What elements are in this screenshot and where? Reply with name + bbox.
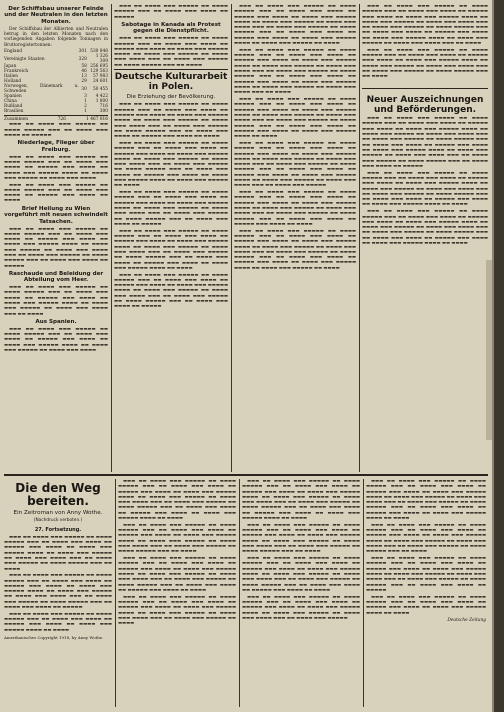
tonnage-cell: 129 563 (90, 69, 108, 75)
body-text: ▬▬▬ ▬▬ ▬▬▬▬ ▬▬▬ ▬▬▬▬▬ ▬▬ ▬▬▬▬ ▬▬▬▬▬ ▬▬▬ ▬▬ ▬▬▬▬ ▬▬▬ ▬▬▬▬ ▬▬ ▬▬▬▬▬ ▬▬▬ ▬▬▬▬ ▬▬ ▬▬▬▬ ▬▬▬ ▬▬▬▬▬ ▬▬▬▬ ▬▬ ▬▬▬▬ ▬▬▬ ▬▬▬▬▬ ▬▬ ▬▬▬▬ ▬▬▬ ▬▬▬▬ ▬▬▬ ▬▬ ▬▬▬▬ ▬▬▬ ▬▬▬▬▬ (242, 594, 360, 621)
body-text: ▬▬▬ ▬▬ ▬▬▬▬ ▬▬▬ ▬▬▬▬▬ ▬▬ ▬▬▬▬ ▬▬▬▬▬ ▬▬▬ ▬▬ ▬▬▬▬ ▬▬▬ ▬▬▬▬ ▬▬ ▬▬▬▬▬ ▬▬▬ ▬▬▬▬ ▬▬ ▬▬▬▬ ▬▬▬ ▬▬▬▬▬ ▬▬▬▬ ▬▬ ▬▬▬▬ ▬▬▬ ▬▬▬▬▬ ▬▬ ▬▬▬▬ ▬▬▬ ▬▬▬▬ ▬▬▬ ▬▬ ▬▬▬▬ ▬▬▬ ▬▬▬▬▬ ▬▬ ▬▬▬▬ ▬▬▬▬▬ ▬▬▬ ▬▬ ▬▬▬▬ (118, 522, 236, 555)
country-cell: Frankreich (4, 69, 29, 75)
body-text: ▬▬▬ ▬▬ ▬▬▬▬ ▬▬▬ ▬▬▬▬▬ ▬▬ ▬▬▬▬ ▬▬▬▬▬ ▬▬▬ ▬▬ ▬▬▬▬ ▬▬▬ ▬▬▬▬ ▬▬ ▬▬▬▬▬ ▬▬▬ ▬▬▬▬ ▬▬ ▬▬▬▬ ▬▬▬ ▬▬▬▬▬ ▬▬▬▬ ▬▬ ▬▬▬▬ ▬▬▬ ▬▬▬▬▬ ▬▬ ▬▬▬▬ ▬▬▬ ▬▬▬▬ ▬▬▬ ▬▬ ▬▬▬▬ ▬▬▬ ▬▬▬▬▬ ▬▬ ▬▬▬▬ ▬▬▬▬▬ ▬▬▬ ▬▬ ▬▬▬▬ ▬▬▬ ▬▬▬▬ ▬▬ ▬▬▬▬▬ ▬▬▬ ▬▬▬▬ ▬▬ ▬▬▬▬ ▬▬▬ ▬▬▬▬▬ ▬▬▬▬ ▬▬ ▬▬▬▬ (362, 209, 488, 246)
tonnage-cell: 4 422 (95, 94, 108, 100)
body-text: ▬▬▬ ▬▬ ▬▬▬▬ ▬▬▬ ▬▬▬▬▬ ▬▬ ▬▬▬▬ ▬▬▬▬▬ ▬▬▬ ▬▬ ▬▬▬▬ ▬▬▬ ▬▬▬▬ ▬▬ ▬▬▬▬▬ ▬▬▬ ▬▬▬▬ ▬▬ ▬▬▬▬ ▬▬▬ ▬▬▬▬▬ ▬▬▬▬ ▬▬ ▬▬▬▬ ▬▬▬ ▬▬▬▬▬ ▬▬ ▬▬▬▬ ▬▬▬ ▬▬▬▬ ▬▬▬ ▬▬ ▬▬▬▬ (4, 285, 108, 317)
article-heading-shipbuilding: Der Schiffsbau unserer Feinde und der Neutralen in den letzten Monaten. (4, 6, 108, 25)
body-text: ▬▬▬ ▬▬ ▬▬▬▬ ▬▬▬ ▬▬▬▬▬ ▬▬ ▬▬▬▬ ▬▬▬▬▬ ▬▬▬ ▬▬ ▬▬▬▬ ▬▬▬ ▬▬▬▬ ▬▬ ▬▬▬▬▬ ▬▬▬ ▬▬▬▬ ▬▬ ▬▬▬▬ ▬▬▬ ▬▬▬▬▬ ▬▬▬▬ ▬▬ ▬▬▬▬ ▬▬▬ ▬▬▬▬▬ ▬▬ ▬▬▬▬ ▬▬▬ ▬▬▬▬ ▬▬▬ ▬▬ ▬▬▬▬ ▬▬▬ ▬▬▬▬▬ ▬▬ ▬▬▬▬ ▬▬▬▬▬ ▬▬▬ ▬▬ ▬▬▬▬ ▬▬▬ ▬▬▬▬ ▬▬ ▬▬▬▬▬ (4, 573, 112, 611)
article-intro: Der Schiffsbau der Alliierten und Neutralen betrug in den letzten Monaten nach den vorliegenden Angaben folgende Tonnagen in Bruttoregistertonnen: (4, 26, 108, 48)
serial-title: Die den Weg bereiten. (15, 481, 101, 508)
serial-column-2 (118, 479, 236, 707)
table-row (4, 109, 108, 114)
column-3 (234, 4, 356, 472)
total-label: Zusammen (4, 117, 28, 123)
tonnage-cell: 1 326 309 (95, 54, 108, 65)
ships-cell: 2 (84, 104, 87, 110)
serial-subtitle: Ein Zeitroman von Anny Wothe. (13, 510, 103, 516)
ships-cell: 30 (81, 86, 87, 92)
tonnage-cell: 50 455 (92, 86, 108, 92)
tonnage-cell: 57 983 (92, 74, 108, 80)
ships-cell: 301 (78, 49, 87, 55)
ships-cell: 46 (81, 69, 87, 75)
body-text: ▬▬▬ ▬▬ ▬▬▬▬ ▬▬▬ ▬▬▬▬▬ ▬▬ ▬▬▬▬ ▬▬▬▬▬ ▬▬▬ ▬▬ ▬▬▬▬ ▬▬▬ ▬▬▬▬ ▬▬ ▬▬▬▬▬ ▬▬▬ ▬▬▬▬ ▬▬ ▬▬▬▬ ▬▬▬ ▬▬▬▬▬ ▬▬▬▬ ▬▬ ▬▬▬▬ ▬▬▬ ▬▬▬▬▬ ▬▬ ▬▬▬▬ ▬▬▬ ▬▬▬▬ ▬▬▬ ▬▬ ▬▬▬▬ ▬▬▬ ▬▬▬▬▬ ▬▬ ▬▬▬▬ ▬▬▬▬▬ ▬▬▬ ▬▬ ▬▬▬▬ (242, 522, 360, 555)
body-text: ▬▬▬ ▬▬ ▬▬▬▬ ▬▬▬ ▬▬▬▬▬ ▬▬ ▬▬▬▬ ▬▬▬▬▬ ▬▬▬ ▬▬ ▬▬▬▬ ▬▬▬ ▬▬▬▬ ▬▬ ▬▬▬▬▬ ▬▬▬ ▬▬▬▬ ▬▬ ▬▬▬▬ ▬▬▬ ▬▬▬▬▬ ▬▬▬▬ ▬▬ ▬▬▬▬ ▬▬▬ ▬▬▬▬▬ ▬▬ ▬▬▬▬ ▬▬▬ ▬▬▬▬ ▬▬▬ ▬▬ ▬▬▬▬ ▬▬▬ ▬▬▬▬▬ ▬▬ ▬▬▬▬ ▬▬▬▬▬ ▬▬▬ ▬▬ ▬▬▬▬ ▬▬▬ ▬▬▬▬ ▬▬ ▬▬▬▬▬ ▬▬▬ ▬▬▬▬ ▬▬ ▬▬▬▬ ▬▬▬ ▬▬▬▬▬ ▬▬▬▬ ▬▬ ▬▬▬▬ ▬▬▬ ▬▬▬▬▬ ▬▬ ▬▬▬▬ (234, 228, 356, 271)
country-cell: England (4, 49, 23, 55)
serial-copyright: Amerikanisches Copyright 1918, by Anny Wothe. (4, 635, 104, 641)
country-cell: Holland (4, 79, 22, 85)
body-text: ▬▬▬ ▬▬ ▬▬▬▬ ▬▬▬ ▬▬▬▬▬ ▬▬ ▬▬▬▬ ▬▬▬▬▬ ▬▬▬ ▬▬ ▬▬▬▬ ▬▬▬ ▬▬▬▬ ▬▬ ▬▬▬▬▬ ▬▬▬ ▬▬▬▬ ▬▬ ▬▬▬▬ ▬▬▬ ▬▬▬▬▬ ▬▬▬▬ ▬▬ ▬▬▬▬ ▬▬▬ ▬▬▬▬▬ ▬▬ ▬▬▬▬ ▬▬▬ ▬▬▬▬ ▬▬▬ ▬▬ ▬▬▬▬ ▬▬▬ ▬▬▬▬▬ ▬▬ ▬▬▬▬ ▬▬▬▬▬ ▬▬▬ ▬▬ ▬▬▬▬ (114, 36, 228, 68)
ships-cell: 1 (84, 109, 87, 115)
column-rule (111, 4, 112, 472)
column-rule (239, 479, 240, 707)
body-text: ▬▬▬ ▬▬ ▬▬▬▬ ▬▬▬ ▬▬▬▬▬ ▬▬ ▬▬▬▬ ▬▬▬▬▬ ▬▬▬ ▬▬ ▬▬▬▬ ▬▬▬ ▬▬▬▬ ▬▬ ▬▬▬▬▬ (4, 122, 108, 138)
ships-cell: 29 (81, 79, 87, 85)
body-text: ▬▬▬ ▬▬ ▬▬▬▬ ▬▬▬ ▬▬▬▬▬ ▬▬ ▬▬▬▬ ▬▬▬▬▬ ▬▬▬ ▬▬ ▬▬▬▬ ▬▬▬ ▬▬▬▬ ▬▬ ▬▬▬▬▬ ▬▬▬ ▬▬▬▬ ▬▬ ▬▬▬▬ ▬▬▬ ▬▬▬▬▬ ▬▬▬▬ ▬▬ ▬▬▬▬ ▬▬▬ ▬▬▬▬▬ ▬▬ ▬▬▬▬ ▬▬▬ ▬▬▬▬ ▬▬▬ ▬▬ ▬▬▬▬ ▬▬▬ ▬▬▬▬▬ ▬▬ ▬▬▬▬ ▬▬▬▬▬ ▬▬▬ ▬▬ ▬▬▬▬ ▬▬▬ ▬▬▬▬ ▬▬ ▬▬▬▬▬ ▬▬▬ ▬▬▬▬ ▬▬ ▬▬▬▬ ▬▬▬ ▬▬▬▬▬ ▬▬▬▬ ▬▬ ▬▬▬▬ (362, 170, 488, 208)
body-text: ▬▬▬ ▬▬ ▬▬▬▬ ▬▬▬ ▬▬▬▬▬ ▬▬ ▬▬▬▬ ▬▬▬▬▬ ▬▬▬ ▬▬ ▬▬▬▬ ▬▬▬ ▬▬▬▬ ▬▬ ▬▬▬▬▬ ▬▬▬ ▬▬▬▬ ▬▬ ▬▬▬▬ ▬▬▬ ▬▬▬▬▬ ▬▬▬▬ ▬▬ ▬▬▬▬ ▬▬▬ ▬▬▬▬▬ ▬▬ ▬▬▬▬ ▬▬▬ ▬▬▬▬ ▬▬▬ ▬▬ ▬▬▬▬ ▬▬▬ ▬▬▬▬▬ ▬▬ ▬▬▬▬ ▬▬▬▬▬ ▬▬▬ ▬▬ ▬▬▬▬ ▬▬▬ ▬▬▬▬ ▬▬ ▬▬▬▬▬ ▬▬▬ ▬▬▬▬ ▬▬ ▬▬▬▬ ▬▬▬ ▬▬▬▬▬ ▬▬▬▬ ▬▬ ▬▬▬▬ (118, 479, 236, 522)
tonnage-cell: 716 (99, 104, 108, 110)
country-cell: Vereinigte Staaten (4, 56, 45, 62)
country-cell: Italien (4, 74, 19, 80)
body-text: ▬▬▬ ▬▬ ▬▬▬▬ ▬▬▬ ▬▬▬▬▬ ▬▬ ▬▬▬▬ ▬▬▬▬▬ ▬▬▬ ▬▬ ▬▬▬▬ ▬▬▬ ▬▬▬▬ ▬▬ ▬▬▬▬▬ ▬▬▬ ▬▬▬▬ ▬▬ ▬▬▬▬ ▬▬▬ ▬▬▬▬▬ ▬▬▬▬ ▬▬ ▬▬▬▬ ▬▬▬ ▬▬▬▬▬ ▬▬ ▬▬▬▬ ▬▬▬ ▬▬▬▬ ▬▬▬ ▬▬ ▬▬▬▬ ▬▬▬ ▬▬▬▬▬ ▬▬ ▬▬▬▬ ▬▬▬▬▬ ▬▬▬ ▬▬ ▬▬▬▬ ▬▬▬ ▬▬▬▬ ▬▬ ▬▬▬▬▬ ▬▬▬ ▬▬▬▬ ▬▬ ▬▬▬▬ ▬▬▬ ▬▬▬▬▬ ▬▬▬▬ ▬▬ ▬▬▬▬ ▬▬▬ ▬▬▬▬▬ ▬▬ ▬▬▬▬ ▬▬▬ ▬▬▬▬ ▬▬▬ ▬▬ ▬▬▬▬ ▬▬▬ ▬▬▬▬▬ ▬▬ ▬▬▬▬ ▬▬▬▬▬ ▬▬▬ ▬▬ ▬▬▬▬ ▬▬▬ ▬▬▬▬ ▬▬ ▬▬▬▬▬ (362, 116, 488, 169)
column-rule (363, 479, 364, 707)
feuilleton-divider (4, 474, 488, 476)
article-heading-poland: Deutsche Kulturarbeit in Polen. (114, 72, 228, 93)
section-divider (114, 69, 228, 70)
country-cell: Japan (4, 64, 17, 70)
body-text: ▬▬▬ ▬▬ ▬▬▬▬ ▬▬▬ ▬▬▬▬▬ ▬▬ ▬▬▬▬ ▬▬▬▬▬ ▬▬▬ ▬▬ ▬▬▬▬ ▬▬▬ ▬▬▬▬ ▬▬ ▬▬▬▬▬ ▬▬▬ ▬▬▬▬ ▬▬ ▬▬▬▬ (4, 182, 108, 204)
body-text: ▬▬▬ ▬▬ ▬▬▬▬ ▬▬▬ ▬▬▬▬▬ ▬▬ ▬▬▬▬ ▬▬▬▬▬ ▬▬▬ ▬▬ ▬▬▬▬ ▬▬▬ ▬▬▬▬ ▬▬ ▬▬▬▬▬ ▬▬▬ ▬▬▬▬ ▬▬ ▬▬▬▬ ▬▬▬ ▬▬▬▬▬ ▬▬▬▬ ▬▬ ▬▬▬▬ ▬▬▬ ▬▬▬▬▬ ▬▬ ▬▬▬▬ ▬▬▬ ▬▬▬▬ ▬▬▬ ▬▬ ▬▬▬▬ ▬▬▬ ▬▬▬▬▬ ▬▬ ▬▬▬▬ ▬▬▬▬▬ ▬▬▬ ▬▬ ▬▬▬▬ ▬▬▬ ▬▬▬▬ ▬▬ ▬▬▬▬▬ ▬▬▬ ▬▬▬▬ ▬▬ ▬▬▬▬ ▬▬▬ ▬▬▬▬▬ ▬▬▬▬ ▬▬ ▬▬▬▬ ▬▬▬ ▬▬▬▬▬ ▬▬ ▬▬▬▬ ▬▬▬ ▬▬▬▬ ▬▬▬ ▬▬ ▬▬▬▬ ▬▬▬ ▬▬▬▬▬ (234, 140, 356, 189)
body-text: ▬▬▬ ▬▬ ▬▬▬▬ ▬▬▬ ▬▬▬▬▬ ▬▬ ▬▬▬▬ ▬▬▬▬▬ ▬▬▬ ▬▬ ▬▬▬▬ ▬▬▬ ▬▬▬▬ ▬▬ ▬▬▬▬▬ ▬▬▬ ▬▬▬▬ ▬▬ ▬▬▬▬ ▬▬▬ ▬▬▬▬▬ ▬▬▬▬ ▬▬ ▬▬▬▬ ▬▬▬ ▬▬▬▬▬ ▬▬ ▬▬▬▬ ▬▬▬ ▬▬▬▬ ▬▬▬ ▬▬ ▬▬▬▬ ▬▬▬ ▬▬▬▬▬ ▬▬ ▬▬▬▬ ▬▬▬▬▬ ▬▬▬ ▬▬ ▬▬▬▬ ▬▬▬ ▬▬▬▬ ▬▬ ▬▬▬▬▬ ▬▬▬ ▬▬▬▬ ▬▬ ▬▬▬▬ (118, 556, 236, 593)
ships-cell: 328 (78, 56, 87, 62)
page-binding-edge (494, 0, 504, 712)
country-cell: Rußland (4, 104, 23, 110)
article-heading-freiburg: Niederlage, Flieger über Freiburg. (17, 140, 95, 153)
column-rule (231, 4, 232, 472)
article-heading-awards: Neuer Auszeichnungen und Beförderungen. (366, 94, 484, 115)
column-4 (362, 4, 488, 472)
country-cell: Spanien (4, 94, 22, 100)
body-text: ▬▬▬ ▬▬ ▬▬▬▬ ▬▬▬ ▬▬▬▬▬ ▬▬ ▬▬▬▬ ▬▬▬▬▬ ▬▬▬ ▬▬ ▬▬▬▬ ▬▬▬ ▬▬▬▬ ▬▬ ▬▬▬▬▬ ▬▬▬ ▬▬▬▬ ▬▬ ▬▬▬▬ ▬▬▬ ▬▬▬▬▬ ▬▬▬▬ ▬▬ ▬▬▬▬ ▬▬▬ ▬▬▬▬▬ ▬▬ ▬▬▬▬ ▬▬▬ ▬▬▬▬ ▬▬▬ ▬▬ ▬▬▬▬ ▬▬▬ ▬▬▬▬▬ ▬▬ ▬▬▬▬ ▬▬▬▬▬ ▬▬▬ ▬▬ ▬▬▬▬ ▬▬▬ ▬▬▬▬ ▬▬ ▬▬▬▬▬ ▬▬▬ ▬▬▬▬ ▬▬ ▬▬▬▬ (114, 102, 228, 140)
serial-column-4 (366, 479, 486, 707)
section-divider (362, 88, 488, 89)
serial-installment: 27. Fortsetzung. (34, 526, 82, 533)
body-text: ▬▬▬ ▬▬ ▬▬▬▬ ▬▬▬ ▬▬▬▬▬ ▬▬ ▬▬▬▬ ▬▬▬▬▬ ▬▬▬ ▬▬ ▬▬▬▬ ▬▬▬ ▬▬▬▬ ▬▬ ▬▬▬▬▬ ▬▬▬ ▬▬▬▬ ▬▬ ▬▬▬▬ ▬▬▬ ▬▬▬▬▬ ▬▬▬▬ ▬▬ ▬▬▬▬ ▬▬▬ ▬▬▬▬▬ ▬▬ ▬▬▬▬ ▬▬▬ ▬▬▬▬ ▬▬▬ ▬▬ ▬▬▬▬ ▬▬▬ ▬▬▬▬▬ ▬▬ ▬▬▬▬ ▬▬▬▬▬ ▬▬▬ ▬▬ ▬▬▬▬ ▬▬▬ ▬▬▬▬ ▬▬ ▬▬▬▬▬ ▬▬▬ ▬▬▬▬ ▬▬ ▬▬▬▬ ▬▬▬ ▬▬▬▬▬ ▬▬▬▬ ▬▬ ▬▬▬▬ (114, 228, 228, 271)
body-text: ▬▬▬ ▬▬ ▬▬▬▬ ▬▬▬ ▬▬▬▬▬ ▬▬ ▬▬▬▬ ▬▬▬▬▬ ▬▬▬ ▬▬ ▬▬▬▬ ▬▬▬ ▬▬▬▬ ▬▬ ▬▬▬▬▬ ▬▬▬ ▬▬▬▬ ▬▬ ▬▬▬▬ ▬▬▬ ▬▬▬▬▬ ▬▬▬▬ ▬▬ ▬▬▬▬ ▬▬▬ ▬▬▬▬▬ ▬▬ ▬▬▬▬ ▬▬▬ ▬▬▬▬ ▬▬▬ ▬▬ ▬▬▬▬ ▬▬▬ ▬▬▬▬▬ ▬▬ ▬▬▬▬ ▬▬▬▬▬ ▬▬▬ ▬▬ ▬▬▬▬ ▬▬▬ ▬▬▬▬ ▬▬ ▬▬▬▬▬ ▬▬▬ ▬▬▬▬ ▬▬ ▬▬▬▬ ▬▬▬ ▬▬▬▬▬ ▬▬▬▬ ▬▬ ▬▬▬▬ ▬▬▬ ▬▬▬▬▬ ▬▬ ▬▬▬▬ ▬▬▬ ▬▬▬▬ ▬▬▬ ▬▬ ▬▬▬▬ (362, 4, 488, 47)
ships-cell: 13 (81, 74, 87, 80)
body-text: ▬▬▬ ▬▬ ▬▬▬▬ ▬▬▬ ▬▬▬▬▬ ▬▬ ▬▬▬▬ ▬▬▬▬▬ ▬▬▬ ▬▬ ▬▬▬▬ ▬▬▬ ▬▬▬▬ ▬▬ ▬▬▬▬▬ ▬▬▬ ▬▬▬▬ ▬▬ ▬▬▬▬ ▬▬▬ ▬▬▬▬▬ ▬▬▬▬ ▬▬ ▬▬▬▬ ▬▬▬ ▬▬▬▬▬ ▬▬ ▬▬▬▬ ▬▬▬ ▬▬▬▬ ▬▬▬ ▬▬ ▬▬▬▬ ▬▬▬ ▬▬▬▬▬ ▬▬ ▬▬▬▬ ▬▬▬▬▬ ▬▬▬ ▬▬ ▬▬▬▬ ▬▬▬ ▬▬▬▬ ▬▬ ▬▬▬▬▬ ▬▬▬ ▬▬▬▬ ▬▬ ▬▬▬▬ ▬▬▬ ▬▬▬▬▬ ▬▬▬▬ ▬▬ ▬▬▬▬ ▬▬▬ ▬▬▬▬▬ ▬▬ ▬▬▬▬ ▬▬▬ ▬▬▬▬ ▬▬▬ ▬▬ ▬▬▬▬ (234, 47, 356, 96)
article-heading-canada: Sabotage in Kanada als Protest gegen die Dienstpflicht. (121, 21, 221, 35)
ships-cell: 3 (84, 94, 87, 100)
country-cell: Norwegen, Dänemark u. Schweden (4, 84, 79, 95)
serial-note: (Nachdruck verboten.) (33, 518, 83, 524)
body-text: ▬▬▬ ▬▬ ▬▬▬▬ ▬▬▬ ▬▬▬▬▬ ▬▬ ▬▬▬▬ ▬▬▬▬▬ ▬▬▬ ▬▬ ▬▬▬▬ ▬▬▬ ▬▬▬▬ ▬▬ ▬▬▬▬▬ ▬▬▬ ▬▬▬▬ ▬▬ ▬▬▬▬ ▬▬▬ ▬▬▬▬▬ ▬▬▬▬ ▬▬ ▬▬▬▬ ▬▬▬ ▬▬▬▬▬ ▬▬ ▬▬▬▬ ▬▬▬ ▬▬▬▬ ▬▬▬ ▬▬ ▬▬▬▬ ▬▬▬ ▬▬▬▬▬ ▬▬ ▬▬▬▬ ▬▬▬▬▬ ▬▬▬ ▬▬ ▬▬▬▬ ▬▬▬ ▬▬▬▬ ▬▬ ▬▬▬▬▬ (366, 556, 486, 593)
body-text: ▬▬▬ ▬▬ ▬▬▬▬ ▬▬▬ ▬▬▬▬▬ ▬▬ ▬▬▬▬ ▬▬▬▬▬ ▬▬▬ ▬▬ ▬▬▬▬ ▬▬▬ ▬▬▬▬ ▬▬ ▬▬▬▬▬ ▬▬▬ ▬▬▬▬ ▬▬ ▬▬▬▬ ▬▬▬ ▬▬▬▬▬ ▬▬▬▬ ▬▬ ▬▬▬▬ ▬▬▬ ▬▬▬▬▬ ▬▬ ▬▬▬▬ ▬▬▬ ▬▬▬▬ ▬▬▬ ▬▬ ▬▬▬▬ ▬▬▬ ▬▬▬▬▬ ▬▬ ▬▬▬▬ ▬▬▬▬▬ ▬▬▬ ▬▬ ▬▬▬▬ ▬▬▬ ▬▬▬▬ ▬▬ ▬▬▬▬▬ (114, 190, 228, 227)
body-text: ▬▬▬ ▬▬ ▬▬▬▬ ▬▬▬ ▬▬▬▬▬ ▬▬ ▬▬▬▬ ▬▬▬▬▬ ▬▬▬ ▬▬ ▬▬▬▬ ▬▬▬ ▬▬▬▬ ▬▬ ▬▬▬▬▬ ▬▬▬ ▬▬▬▬ ▬▬ ▬▬▬▬ ▬▬▬ ▬▬▬▬▬ ▬▬▬▬ ▬▬ ▬▬▬▬ ▬▬▬ ▬▬▬▬▬ ▬▬ ▬▬▬▬ ▬▬▬ ▬▬▬▬ ▬▬▬ ▬▬ ▬▬▬▬ ▬▬▬ ▬▬▬▬▬ ▬▬ ▬▬▬▬ ▬▬▬▬▬ ▬▬▬ ▬▬ ▬▬▬▬ ▬▬▬ ▬▬▬▬ ▬▬ ▬▬▬▬▬ ▬▬▬ ▬▬▬▬ ▬▬ ▬▬▬▬ ▬▬▬ ▬▬▬▬▬ ▬▬▬▬ ▬▬ ▬▬▬▬ (242, 479, 360, 522)
signature: Deutsche Zeitung (447, 617, 486, 623)
tonnage-cell: 24 601 (92, 79, 108, 85)
body-text: ▬▬▬ ▬▬ ▬▬▬▬ ▬▬▬ ▬▬▬▬▬ ▬▬ ▬▬▬▬ ▬▬▬▬▬ ▬▬▬ ▬▬ ▬▬▬▬ ▬▬▬ ▬▬▬▬ ▬▬ ▬▬▬▬▬ (114, 4, 228, 20)
table-row (4, 54, 108, 64)
tonnage-cell: 1 800 (95, 99, 108, 105)
body-text: ▬▬▬ ▬▬ ▬▬▬▬ ▬▬▬ ▬▬▬▬▬ ▬▬ ▬▬▬▬ ▬▬▬▬▬ ▬▬▬ ▬▬ ▬▬▬▬ ▬▬▬ ▬▬▬▬ ▬▬ ▬▬▬▬▬ ▬▬▬ ▬▬▬▬ ▬▬ ▬▬▬▬ ▬▬▬ ▬▬▬▬▬ ▬▬▬▬ ▬▬ ▬▬▬▬ ▬▬▬ ▬▬▬▬▬ ▬▬ ▬▬▬▬ ▬▬▬ ▬▬▬▬ ▬▬▬ ▬▬ ▬▬▬▬ ▬▬▬ ▬▬▬▬▬ ▬▬ ▬▬▬▬ ▬▬▬▬▬ ▬▬▬ ▬▬ ▬▬▬▬ (4, 534, 112, 572)
article-heading-army: Raschaude und Beleidung der Abteilung vom Heer. (8, 270, 104, 284)
table-divider (4, 115, 108, 116)
body-text: ▬▬▬ ▬▬ ▬▬▬▬ ▬▬▬ ▬▬▬▬▬ ▬▬ ▬▬▬▬ ▬▬▬▬▬ ▬▬▬ ▬▬ ▬▬▬▬ ▬▬▬ ▬▬▬▬ ▬▬ ▬▬▬▬▬ ▬▬▬ ▬▬▬▬ ▬▬ ▬▬▬▬ ▬▬▬ ▬▬▬▬▬ ▬▬▬▬ ▬▬ ▬▬▬▬ ▬▬▬ ▬▬▬▬▬ ▬▬ ▬▬▬▬ ▬▬▬ ▬▬▬▬ ▬▬▬ ▬▬ ▬▬▬▬ ▬▬▬ ▬▬▬▬▬ ▬▬ ▬▬▬▬ (118, 594, 236, 627)
country-cell: China (4, 99, 17, 105)
column-rule (359, 4, 360, 472)
column-2 (114, 4, 228, 472)
article-subheading-poland: Die Erziehung der Bevölkerung. (126, 94, 216, 101)
article-heading-spain: Aus Spanien. (35, 318, 77, 325)
tonnage-cell: 256 695 (90, 64, 108, 70)
body-text: ▬▬▬ ▬▬ ▬▬▬▬ ▬▬▬ ▬▬▬▬▬ ▬▬ ▬▬▬▬ ▬▬▬▬▬ ▬▬▬ ▬▬ ▬▬▬▬ ▬▬▬ ▬▬▬▬ ▬▬ ▬▬▬▬▬ ▬▬▬ ▬▬▬▬ ▬▬ ▬▬▬▬ ▬▬▬ ▬▬▬▬▬ ▬▬▬▬ ▬▬ ▬▬▬▬ ▬▬▬ ▬▬▬▬▬ ▬▬ ▬▬▬▬ ▬▬▬ ▬▬▬▬ ▬▬▬ ▬▬ ▬▬▬▬ ▬▬▬ ▬▬▬▬▬ ▬▬ ▬▬▬▬ ▬▬▬▬▬ ▬▬▬ ▬▬ ▬▬▬▬ ▬▬▬ ▬▬▬▬ ▬▬ ▬▬▬▬▬ (114, 272, 228, 310)
body-text: ▬▬▬ ▬▬ ▬▬▬▬ ▬▬▬ ▬▬▬▬▬ ▬▬ ▬▬▬▬ ▬▬▬▬▬ ▬▬▬ ▬▬ ▬▬▬▬ ▬▬▬ ▬▬▬▬ ▬▬ ▬▬▬▬▬ ▬▬▬ ▬▬▬▬ ▬▬ ▬▬▬▬ ▬▬▬ ▬▬▬▬▬ ▬▬▬▬ ▬▬ ▬▬▬▬ ▬▬▬ ▬▬▬▬▬ ▬▬ ▬▬▬▬ ▬▬▬ ▬▬▬▬ ▬▬▬ ▬▬ ▬▬▬▬ ▬▬▬ ▬▬▬▬▬ ▬▬ ▬▬▬▬ ▬▬▬▬▬ ▬▬▬ ▬▬ ▬▬▬▬ (366, 522, 486, 555)
body-text: ▬▬▬ ▬▬ ▬▬▬▬ ▬▬▬ ▬▬▬▬▬ ▬▬ ▬▬▬▬ ▬▬▬▬▬ ▬▬▬ ▬▬ ▬▬▬▬ ▬▬▬ ▬▬▬▬ ▬▬ ▬▬▬▬▬ ▬▬▬ ▬▬▬▬ ▬▬ ▬▬▬▬ ▬▬▬ ▬▬▬▬▬ ▬▬▬▬ ▬▬ ▬▬▬▬ ▬▬▬ ▬▬▬▬▬ ▬▬ ▬▬▬▬ ▬▬▬ ▬▬▬▬ ▬▬▬ ▬▬ ▬▬▬▬ ▬▬▬ ▬▬▬▬▬ ▬▬ ▬▬▬▬ ▬▬▬▬▬ ▬▬▬ ▬▬ ▬▬▬▬ (362, 47, 488, 80)
body-text: ▬▬▬ ▬▬ ▬▬▬▬ ▬▬▬ ▬▬▬▬▬ ▬▬ ▬▬▬▬ ▬▬▬▬▬ ▬▬▬ ▬▬ ▬▬▬▬ ▬▬▬ ▬▬▬▬ ▬▬ ▬▬▬▬▬ ▬▬▬ ▬▬▬▬ ▬▬ ▬▬▬▬ ▬▬▬ ▬▬▬▬▬ ▬▬▬▬ ▬▬ ▬▬▬▬ (366, 594, 486, 616)
country-cell: Brasilien (4, 109, 24, 115)
body-text: ▬▬▬ ▬▬ ▬▬▬▬ ▬▬▬ ▬▬▬▬▬ ▬▬ ▬▬▬▬ ▬▬▬▬▬ ▬▬▬ ▬▬ ▬▬▬▬ ▬▬▬ ▬▬▬▬ ▬▬ ▬▬▬▬▬ ▬▬▬ ▬▬▬▬ ▬▬ ▬▬▬▬ ▬▬▬ ▬▬▬▬▬ ▬▬▬▬ ▬▬ ▬▬▬▬ ▬▬▬ ▬▬▬▬▬ ▬▬ ▬▬▬▬ ▬▬▬ ▬▬▬▬ ▬▬▬ ▬▬ ▬▬▬▬ ▬▬▬ ▬▬▬▬▬ ▬▬ ▬▬▬▬ ▬▬▬▬▬ ▬▬▬ ▬▬ ▬▬▬▬ ▬▬▬ ▬▬▬▬ ▬▬ ▬▬▬▬▬ ▬▬▬ ▬▬▬▬ ▬▬ ▬▬▬▬ ▬▬▬ ▬▬▬▬▬ ▬▬▬▬ ▬▬ ▬▬▬▬ (234, 97, 356, 140)
column-1 (4, 4, 108, 474)
article-heading-vienna: Brief Heilung zu Wien vorgeführt mit neuen schwindelt Tatsachen. (4, 205, 108, 225)
column-rule (115, 479, 116, 707)
total-tons: 1 467 016 (86, 117, 108, 123)
ships-cell: 58 (81, 64, 87, 70)
ships-cell: 1 (84, 99, 87, 105)
tonnage-cell: 300 (99, 109, 108, 115)
body-text: ▬▬▬ ▬▬ ▬▬▬▬ ▬▬▬ ▬▬▬▬▬ ▬▬ ▬▬▬▬ ▬▬▬▬▬ ▬▬▬ ▬▬ ▬▬▬▬ ▬▬▬ ▬▬▬▬ ▬▬ ▬▬▬▬▬ ▬▬▬ ▬▬▬▬ ▬▬ ▬▬▬▬ ▬▬▬ ▬▬▬▬▬ ▬▬▬▬ ▬▬ ▬▬▬▬ ▬▬▬ ▬▬▬▬▬ ▬▬ ▬▬▬▬ ▬▬▬ ▬▬▬▬ ▬▬▬ ▬▬ ▬▬▬▬ ▬▬▬ ▬▬▬▬▬ ▬▬ ▬▬▬▬ ▬▬▬▬▬ ▬▬▬ ▬▬ ▬▬▬▬ ▬▬▬ ▬▬▬▬ ▬▬ ▬▬▬▬▬ ▬▬▬ ▬▬▬▬ ▬▬ ▬▬▬▬ ▬▬▬ ▬▬▬▬▬ ▬▬▬▬ ▬▬ ▬▬▬▬ ▬▬▬ ▬▬▬▬▬ ▬▬ ▬▬▬▬ (234, 4, 356, 47)
body-text: ▬▬▬ ▬▬ ▬▬▬▬ ▬▬▬ ▬▬▬▬▬ ▬▬ ▬▬▬▬ ▬▬▬▬▬ ▬▬▬ ▬▬ ▬▬▬▬ ▬▬▬ ▬▬▬▬ ▬▬ ▬▬▬▬▬ ▬▬▬ ▬▬▬▬ ▬▬ ▬▬▬▬ ▬▬▬ ▬▬▬▬▬ ▬▬▬▬ ▬▬ ▬▬▬▬ ▬▬▬ ▬▬▬▬▬ ▬▬ ▬▬▬▬ ▬▬▬ ▬▬▬▬ ▬▬▬ ▬▬ ▬▬▬▬ ▬▬▬ ▬▬▬▬▬ ▬▬ ▬▬▬▬ ▬▬▬▬▬ ▬▬▬ ▬▬ ▬▬▬▬ ▬▬▬ ▬▬▬▬ ▬▬ ▬▬▬▬▬ (4, 226, 108, 269)
total-count: 726 (57, 117, 66, 123)
table-row (4, 84, 108, 94)
body-text: ▬▬▬ ▬▬ ▬▬▬▬ ▬▬▬ ▬▬▬▬▬ ▬▬ ▬▬▬▬ ▬▬▬▬▬ ▬▬▬ ▬▬ ▬▬▬▬ ▬▬▬ ▬▬▬▬ ▬▬ ▬▬▬▬▬ ▬▬▬ ▬▬▬▬ ▬▬ ▬▬▬▬ ▬▬▬ ▬▬▬▬▬ ▬▬▬▬ ▬▬ ▬▬▬▬ ▬▬▬ ▬▬▬▬▬ ▬▬ ▬▬▬▬ ▬▬▬ ▬▬▬▬ ▬▬▬ ▬▬ ▬▬▬▬ ▬▬▬ ▬▬▬▬▬ ▬▬ ▬▬▬▬ ▬▬▬▬▬ ▬▬▬ ▬▬ ▬▬▬▬ ▬▬▬ ▬▬▬▬ ▬▬ ▬▬▬▬▬ ▬▬▬ ▬▬▬▬ ▬▬ ▬▬▬▬ ▬▬▬ ▬▬▬▬▬ ▬▬▬▬ ▬▬ ▬▬▬▬ (366, 479, 486, 522)
serial-column-3 (242, 479, 360, 707)
body-text: ▬▬▬ ▬▬ ▬▬▬▬ ▬▬▬ ▬▬▬▬▬ ▬▬ ▬▬▬▬ ▬▬▬▬▬ ▬▬▬ ▬▬ ▬▬▬▬ ▬▬▬ ▬▬▬▬ ▬▬ ▬▬▬▬▬ ▬▬▬ ▬▬▬▬ ▬▬ ▬▬▬▬ ▬▬▬ ▬▬▬▬▬ ▬▬▬▬ ▬▬ ▬▬▬▬ ▬▬▬ ▬▬▬▬▬ ▬▬ ▬▬▬▬ ▬▬▬ ▬▬▬▬ ▬▬▬ ▬▬ ▬▬▬▬ ▬▬▬ ▬▬▬▬▬ ▬▬ ▬▬▬▬ ▬▬▬▬▬ ▬▬▬ ▬▬ ▬▬▬▬ ▬▬▬ ▬▬▬▬ ▬▬ ▬▬▬▬▬ ▬▬▬ ▬▬▬▬ ▬▬ ▬▬▬▬ (234, 190, 356, 227)
serial-column-1 (4, 479, 112, 707)
body-text: ▬▬▬ ▬▬ ▬▬▬▬ ▬▬▬ ▬▬▬▬▬ ▬▬ ▬▬▬▬ ▬▬▬▬▬ ▬▬▬ ▬▬ ▬▬▬▬ ▬▬▬ ▬▬▬▬ ▬▬ ▬▬▬▬▬ ▬▬▬ ▬▬▬▬ ▬▬ ▬▬▬▬ ▬▬▬ ▬▬▬▬▬ ▬▬▬▬ ▬▬ ▬▬▬▬ (4, 611, 112, 633)
body-text: ▬▬▬ ▬▬ ▬▬▬▬ ▬▬▬ ▬▬▬▬▬ ▬▬ ▬▬▬▬ ▬▬▬▬▬ ▬▬▬ ▬▬ ▬▬▬▬ ▬▬▬ ▬▬▬▬ ▬▬ ▬▬▬▬▬ ▬▬▬ ▬▬▬▬ ▬▬ ▬▬▬▬ ▬▬▬ ▬▬▬▬▬ ▬▬▬▬ ▬▬ ▬▬▬▬ ▬▬▬ ▬▬▬▬▬ ▬▬ ▬▬▬▬ ▬▬▬ ▬▬▬▬ ▬▬▬ ▬▬ ▬▬▬▬ ▬▬▬ ▬▬▬▬▬ ▬▬ ▬▬▬▬ ▬▬▬▬▬ ▬▬▬ ▬▬ ▬▬▬▬ ▬▬▬ ▬▬▬▬ ▬▬ ▬▬▬▬▬ ▬▬▬ ▬▬▬▬ ▬▬ ▬▬▬▬ (242, 556, 360, 593)
body-text: ▬▬▬ ▬▬ ▬▬▬▬ ▬▬▬ ▬▬▬▬▬ ▬▬ ▬▬▬▬ ▬▬▬▬▬ ▬▬▬ ▬▬ ▬▬▬▬ ▬▬▬ ▬▬▬▬ ▬▬ ▬▬▬▬▬ ▬▬▬ ▬▬▬▬ ▬▬ ▬▬▬▬ ▬▬▬ ▬▬▬▬▬ ▬▬▬▬ ▬▬ ▬▬▬▬ ▬▬▬ ▬▬▬▬▬ ▬▬ ▬▬▬▬ ▬▬▬ ▬▬▬▬ (4, 154, 108, 181)
body-text: ▬▬▬ ▬▬ ▬▬▬▬ ▬▬▬ ▬▬▬▬▬ ▬▬ ▬▬▬▬ ▬▬▬▬▬ ▬▬▬ ▬▬ ▬▬▬▬ ▬▬▬ ▬▬▬▬ ▬▬ ▬▬▬▬▬ ▬▬▬ ▬▬▬▬ ▬▬ ▬▬▬▬ ▬▬▬ ▬▬▬▬▬ ▬▬▬▬ ▬▬ ▬▬▬▬ ▬▬▬ ▬▬▬▬▬ ▬▬ ▬▬▬▬ ▬▬▬ ▬▬▬▬ (4, 326, 108, 354)
tonnage-cell: 530 848 (90, 49, 108, 55)
body-text: ▬▬▬ ▬▬ ▬▬▬▬ ▬▬▬ ▬▬▬▬▬ ▬▬ ▬▬▬▬ ▬▬▬▬▬ ▬▬▬ ▬▬ ▬▬▬▬ ▬▬▬ ▬▬▬▬ ▬▬ ▬▬▬▬▬ ▬▬▬ ▬▬▬▬ ▬▬ ▬▬▬▬ ▬▬▬ ▬▬▬▬▬ ▬▬▬▬ ▬▬ ▬▬▬▬ ▬▬▬ ▬▬▬▬▬ ▬▬ ▬▬▬▬ ▬▬▬ ▬▬▬▬ ▬▬▬ ▬▬ ▬▬▬▬ ▬▬▬ ▬▬▬▬▬ ▬▬ ▬▬▬▬ ▬▬▬▬▬ ▬▬▬ ▬▬ ▬▬▬▬ ▬▬▬ ▬▬▬▬ ▬▬ ▬▬▬▬▬ ▬▬▬ ▬▬▬▬ ▬▬ ▬▬▬▬ ▬▬▬ ▬▬▬▬▬ ▬▬▬▬ ▬▬ ▬▬▬▬ ▬▬▬ ▬▬▬▬▬ ▬▬ ▬▬▬▬ (114, 140, 228, 189)
shipbuilding-table (4, 49, 108, 114)
